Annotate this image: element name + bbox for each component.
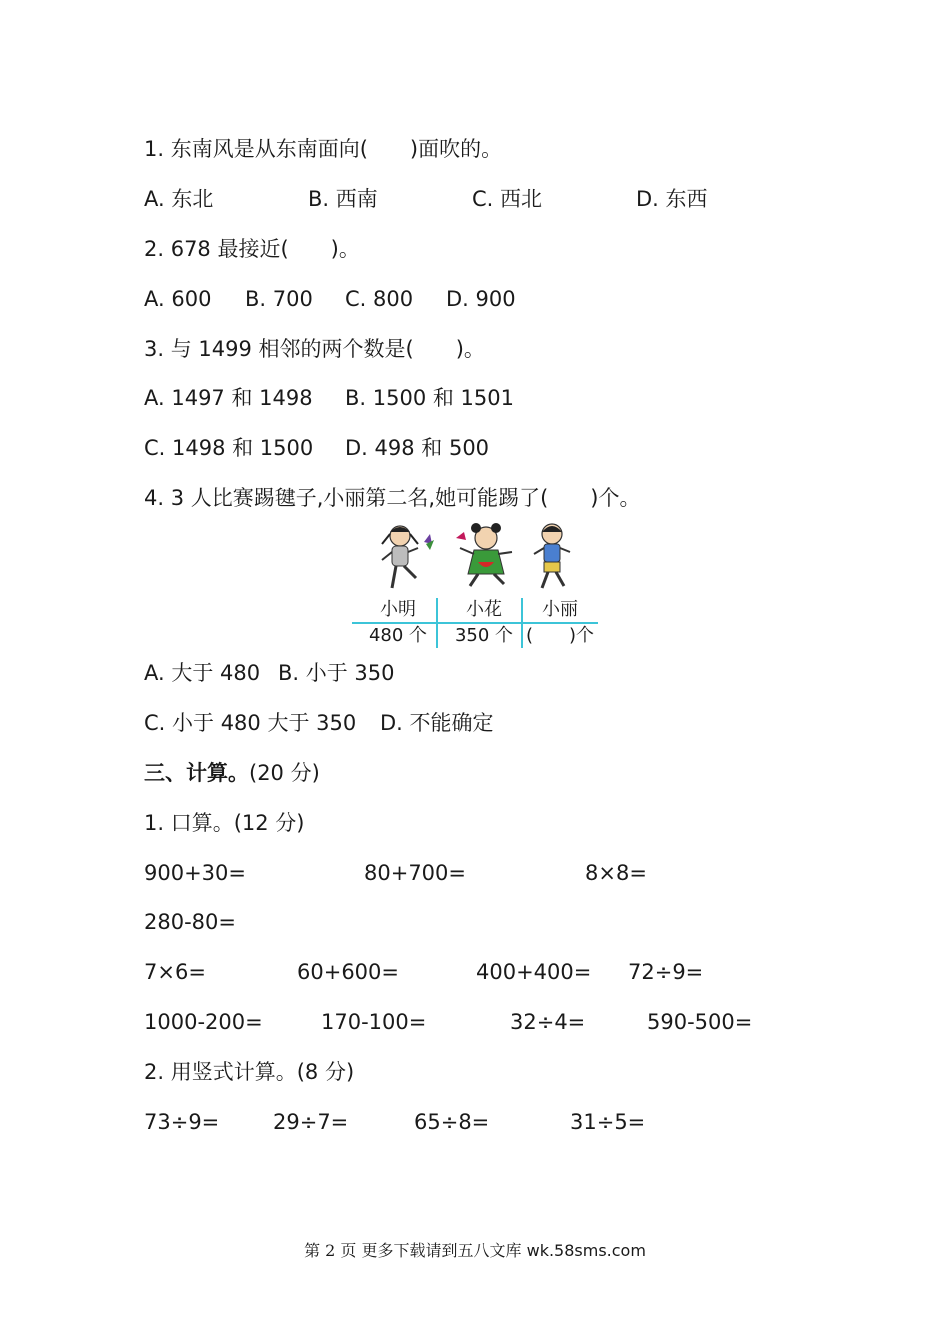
q4-option-c: C. 小于 480 大于 350 (144, 711, 357, 735)
calc1-item: 400+400= (476, 960, 592, 984)
q1-stem: 1. 东南风是从东南面向( )面吹的。 (144, 137, 503, 161)
section-title: 三、计算。 (144, 761, 249, 785)
q4-option-b: B. 小于 350 (278, 661, 395, 685)
q3-stem: 3. 与 1499 相邻的两个数是( )。 (144, 337, 485, 361)
calc1-item: 590-500= (647, 1010, 753, 1034)
section-heading (144, 759, 320, 787)
page-footer (0, 1240, 950, 1262)
calc1-item: 1000-200= (144, 1010, 263, 1034)
q1-option-c: C. 西北 (472, 187, 543, 211)
q1-option-a: A. 东北 (144, 187, 214, 211)
table-value-xiaoli: ( )个 (525, 625, 595, 646)
q3-option-a: A. 1497 和 1498 (144, 386, 313, 410)
q2-option-d: D. 900 (446, 287, 516, 311)
section-score: (20 分) (249, 761, 320, 785)
q2-stem: 2. 678 最接近( )。 (144, 237, 360, 261)
q3-option-b: B. 1500 和 1501 (345, 386, 514, 410)
table-name-xiaoming: 小明 (380, 599, 416, 620)
q4-stem: 4. 3 人比赛踢毽子,小丽第二名,她可能踢了( )个。 (144, 486, 641, 510)
q3-option-c: C. 1498 和 1500 (144, 436, 314, 460)
calc1-item: 60+600= (297, 960, 399, 984)
calc1-item: 900+30= (144, 861, 246, 885)
q4-option-d: D. 不能确定 (380, 711, 494, 735)
q3-option-d: D. 498 和 500 (345, 436, 490, 460)
q1-option-b: B. 西南 (308, 187, 378, 211)
calc1-item: 80+700= (364, 861, 466, 885)
table-value-xiaohua: 350 个 (454, 625, 514, 646)
q1-option-d: D. 东西 (636, 187, 708, 211)
table-name-xiaoli: 小丽 (542, 599, 578, 620)
calc1-title: 1. 口算。(12 分) (144, 811, 305, 835)
calc1-item: 32÷4= (510, 1010, 586, 1034)
girl-kicking-shuttlecock-icon (452, 522, 520, 592)
q2-option-a: A. 600 (144, 287, 212, 311)
boy-kicking-shuttlecock-icon (374, 522, 438, 598)
footer-text: 第 2 页 更多下载请到五八文库 (304, 1241, 527, 1260)
calc1-item: 170-100= (321, 1010, 427, 1034)
footer-site-link[interactable]: wk.58sms.com (526, 1241, 646, 1260)
table-value-xiaoming: 480 个 (368, 625, 428, 646)
calc1-item: 8×8= (585, 861, 647, 885)
calc2-item: 29÷7= (273, 1110, 349, 1134)
table-name-xiaohua: 小花 (466, 599, 502, 620)
calc1-item: 72÷9= (628, 960, 704, 984)
calc2-title: 2. 用竖式计算。(8 分) (144, 1060, 355, 1084)
calc2-item: 31÷5= (570, 1110, 646, 1134)
q4-option-a: A. 大于 480 (144, 661, 261, 685)
calc2-item: 65÷8= (414, 1110, 490, 1134)
q2-option-b: B. 700 (245, 287, 313, 311)
calc2-item: 73÷9= (144, 1110, 220, 1134)
boy-running-icon (530, 520, 574, 592)
q2-option-c: C. 800 (345, 287, 414, 311)
calc1-item: 7×6= (144, 960, 206, 984)
calc1-item: 280-80= (144, 910, 236, 934)
